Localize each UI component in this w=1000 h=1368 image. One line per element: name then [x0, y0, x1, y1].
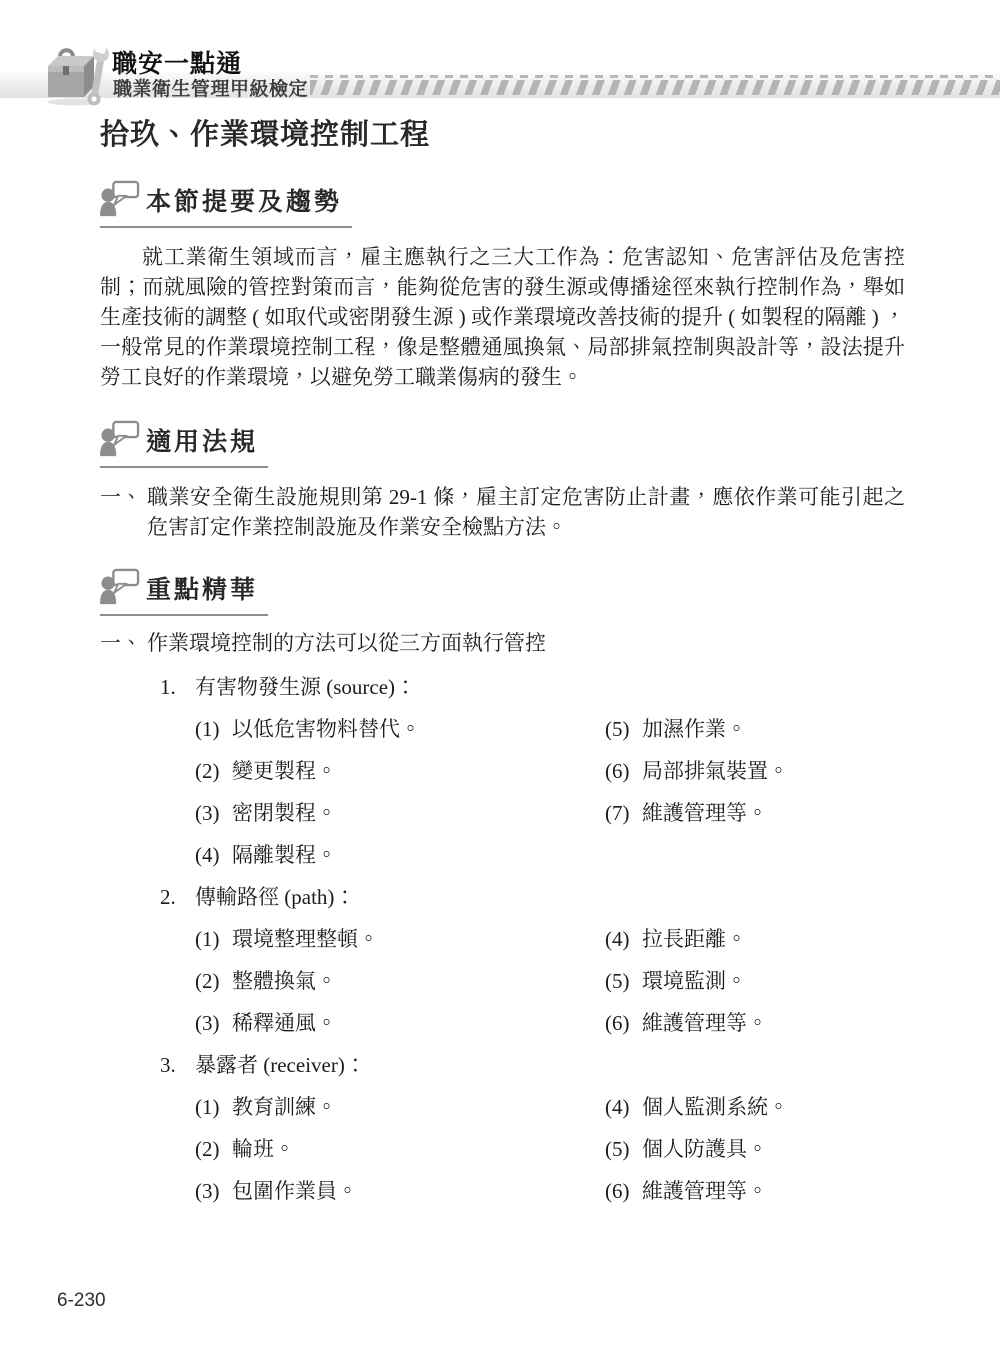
list-marker: (1) — [195, 717, 220, 741]
brand-title: 職安一點通 — [112, 50, 243, 78]
list-marker: (5) — [605, 969, 630, 993]
list-item-text: 個人監測系統。 — [642, 1095, 789, 1119]
person-chat-icon — [100, 180, 140, 223]
section-regulations-header-wrap — [100, 420, 905, 468]
list-item-text: 包圍作業員。 — [232, 1179, 358, 1203]
list-item — [605, 1010, 905, 1036]
list-item — [195, 1010, 605, 1036]
person-chat-icon — [100, 420, 140, 463]
group-title — [160, 1052, 905, 1078]
list-item-text: 教育訓練。 — [232, 1095, 337, 1119]
group-title — [160, 884, 905, 910]
group-right-column — [605, 926, 905, 1052]
keypoint-group-receiver — [160, 1052, 905, 1220]
list-item — [605, 800, 905, 826]
list-item-text: 以低危害物料替代。 — [232, 717, 421, 741]
hazard-stripes-decoration — [310, 75, 1000, 95]
page-content — [100, 118, 905, 1220]
list-marker: (3) — [195, 801, 220, 825]
list-item-text: 維護管理等。 — [642, 801, 768, 825]
list-item-text: 環境監測。 — [642, 969, 747, 993]
group-title — [160, 674, 905, 700]
list-item — [605, 758, 905, 784]
regulation-list-item — [100, 482, 905, 542]
list-marker: (4) — [195, 843, 220, 867]
section-regulations-heading: 適用法規 — [146, 427, 259, 456]
list-marker: 一、 — [100, 485, 142, 509]
list-item — [605, 716, 905, 742]
list-item — [195, 842, 605, 868]
list-marker: (3) — [195, 1011, 220, 1035]
overview-paragraph: 就工業衛生領域而言，雇主應執行之三大工作為：危害認知、危害評估及危害控制；而就風險的管控對策而言，能夠從危害的發生源或傳播途徑來執行控制作為，舉如生產技術的調整 ( 如取代或密閉發生源 ) 或作業環境改善技術的提升 ( 如製程的隔離 ) ，一般常見的作業環境控制工程，像是整體通風換氣、局部排氣控制與設計等，設法提升勞工良好的作業環境，以避免勞工職業傷病的發生。 — [100, 245, 905, 389]
list-item-text: 隔離製程。 — [232, 843, 337, 867]
list-marker: (2) — [195, 969, 220, 993]
list-item-text: 密閉製程。 — [232, 801, 337, 825]
list-item — [195, 800, 605, 826]
section-overview-heading: 本節提要及趨勢 — [146, 187, 343, 216]
list-marker: 一、 — [100, 631, 142, 655]
list-marker: (4) — [605, 927, 630, 951]
group-left-column — [195, 926, 605, 1052]
list-item — [195, 926, 605, 952]
list-item — [195, 716, 605, 742]
keypoints-lead-item — [100, 630, 905, 656]
list-item-text: 拉長距離。 — [642, 927, 747, 951]
section-keypoints-heading: 重點精華 — [146, 575, 259, 604]
list-marker: (3) — [195, 1179, 220, 1203]
list-marker: (1) — [195, 927, 220, 951]
list-item — [195, 968, 605, 994]
page-title: 拾玖、作業環境控制工程 — [100, 119, 431, 151]
keypoints-lead-text: 作業環境控制的方法可以從三方面執行管控 — [147, 631, 546, 655]
list-marker: (6) — [605, 759, 630, 783]
list-marker: 1. — [160, 675, 176, 699]
list-item-text: 局部排氣裝置。 — [642, 759, 789, 783]
list-marker: (1) — [195, 1095, 220, 1119]
list-item-text: 個人防護具。 — [642, 1137, 768, 1161]
keypoint-group-path — [160, 884, 905, 1052]
list-item — [605, 1136, 905, 1162]
list-item — [195, 758, 605, 784]
group-left-column — [195, 716, 605, 884]
list-item-text: 環境整理整頓。 — [232, 927, 379, 951]
list-item — [605, 968, 905, 994]
group-right-column — [605, 1094, 905, 1220]
list-marker: 2. — [160, 885, 176, 909]
list-item-text: 整體換氣。 — [232, 969, 337, 993]
section-regulations-header — [100, 420, 268, 468]
list-marker: (7) — [605, 801, 630, 825]
list-item — [605, 1094, 905, 1120]
list-item-text: 維護管理等。 — [642, 1179, 768, 1203]
group-columns — [160, 926, 905, 1052]
person-chat-icon — [100, 568, 140, 611]
brand-subtitle: 職業衛生管理甲級檢定 — [113, 79, 309, 100]
group-title-text: 暴露者 (receiver)： — [195, 1053, 366, 1077]
list-item-text: 維護管理等。 — [642, 1011, 768, 1035]
list-marker: (2) — [195, 759, 220, 783]
list-marker: (5) — [605, 717, 630, 741]
list-marker: (6) — [605, 1011, 630, 1035]
keypoint-group-source — [160, 674, 905, 884]
list-marker: 3. — [160, 1053, 176, 1077]
section-keypoints-header — [100, 568, 268, 616]
list-item-text: 輪班。 — [232, 1137, 295, 1161]
list-item — [195, 1094, 605, 1120]
page-number: 6-230 — [57, 1290, 106, 1311]
group-title-text: 傳輸路徑 (path)： — [195, 885, 356, 909]
list-item-text: 稀釋通風。 — [232, 1011, 337, 1035]
regulation-text: 職業安全衛生設施規則第 29-1 條，雇主訂定危害防止計畫，應依作業可能引起之危害訂定作業控制設施及作業安全檢點方法。 — [147, 485, 905, 539]
list-marker: (2) — [195, 1137, 220, 1161]
list-item-text: 變更製程。 — [232, 759, 337, 783]
group-right-column — [605, 716, 905, 842]
group-columns — [160, 716, 905, 884]
section-keypoints-header-wrap — [100, 568, 905, 616]
list-item — [605, 1178, 905, 1204]
section-overview-header — [100, 180, 352, 228]
list-item — [605, 926, 905, 952]
list-marker: (6) — [605, 1179, 630, 1203]
group-columns — [160, 1094, 905, 1220]
list-marker: (4) — [605, 1095, 630, 1119]
group-title-text: 有害物發生源 (source)： — [195, 675, 417, 699]
toolbox-wrench-logo-icon — [44, 44, 110, 113]
list-marker: (5) — [605, 1137, 630, 1161]
list-item-text: 加濕作業。 — [642, 717, 747, 741]
section-overview-header-wrap — [100, 180, 905, 228]
list-item — [195, 1178, 605, 1204]
group-left-column — [195, 1094, 605, 1220]
list-item — [195, 1136, 605, 1162]
